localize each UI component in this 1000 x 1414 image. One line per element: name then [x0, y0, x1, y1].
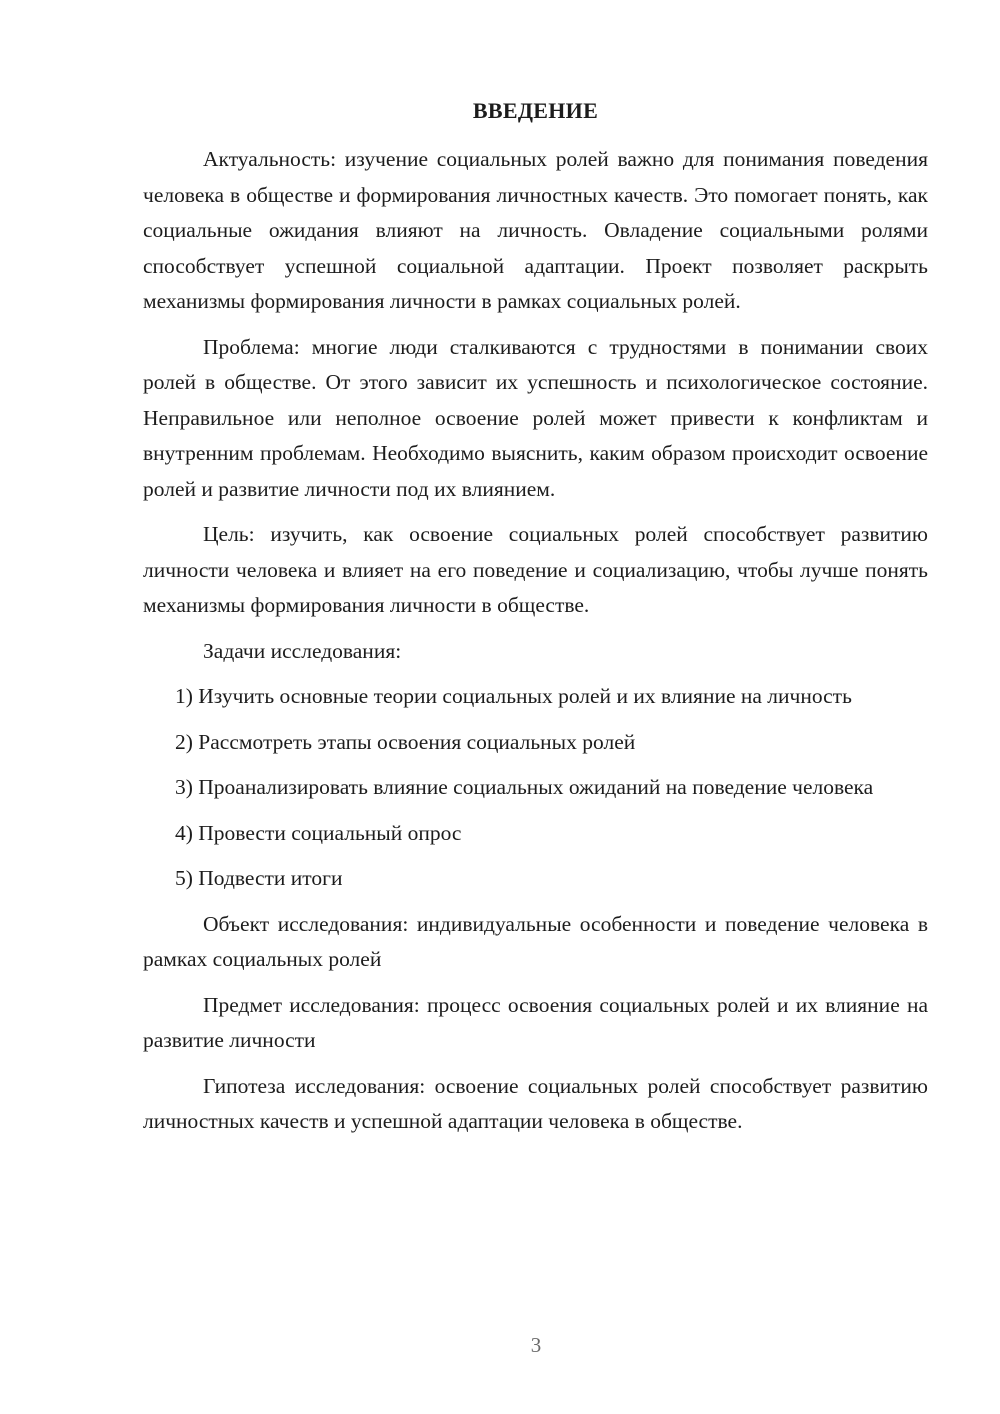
paragraph-object: Объект исследования: индивидуальные особенности и поведение человека в рамках социальных ролей [143, 911, 928, 971]
task-item: 5) Подвести итоги [175, 866, 343, 890]
paragraph-subject: Предмет исследования: процесс освоения социальных ролей и их влияние на развитие личности [143, 992, 928, 1052]
task-item: 3) Проанализировать влияние социальных ожиданий на поведение человека [175, 775, 874, 799]
section-title: ВВЕДЕНИЕ [472, 98, 599, 123]
task-item: 1) Изучить основные теории социальных ролей и их влияние на личность [175, 684, 852, 708]
page-content [143, 96, 928, 1150]
task-item: 2) Рассмотреть этапы освоения социальных ролей [175, 729, 636, 754]
paragraph-goal: Цель: изучить, как освоение социальных ролей способствует развитию личности человека и влияет на его поведение и социализацию, чтобы лучше понять механизмы формирования личности в обществе. [143, 522, 928, 617]
page-number: 3 [530, 1333, 542, 1357]
paragraph-problem: Проблема: многие люди сталкиваются с трудностями в понимании своих ролей в обществе. От этого зависит их успешность и психологическое состояние. Неправильное или неполное освоение ролей может привести к конфликтам и внутренним проблемам. Необходимо выяснить, каким образом происходит освоение ролей и развитие личности под их влиянием. [143, 334, 928, 501]
paragraph-hypothesis: Гипотеза исследования: освоение социальных ролей способствует развитию личностных качеств и успешной адаптации человека в обществе. [143, 1073, 928, 1133]
task-item: 4) Провести социальный опрос [175, 820, 462, 845]
paragraph-relevance: Актуальность: изучение социальных ролей важно для понимания поведения человека в обществе и формирования личностных качеств. Это помогает понять, как социальные ожидания влияют на личность. Овладение социальными ролями способствует успешной социальной адаптации. Проект позволяет раскрыть механизмы формирования личности в рамках социальных ролей. [143, 147, 928, 313]
tasks-heading: Задачи исследования: [203, 638, 402, 663]
